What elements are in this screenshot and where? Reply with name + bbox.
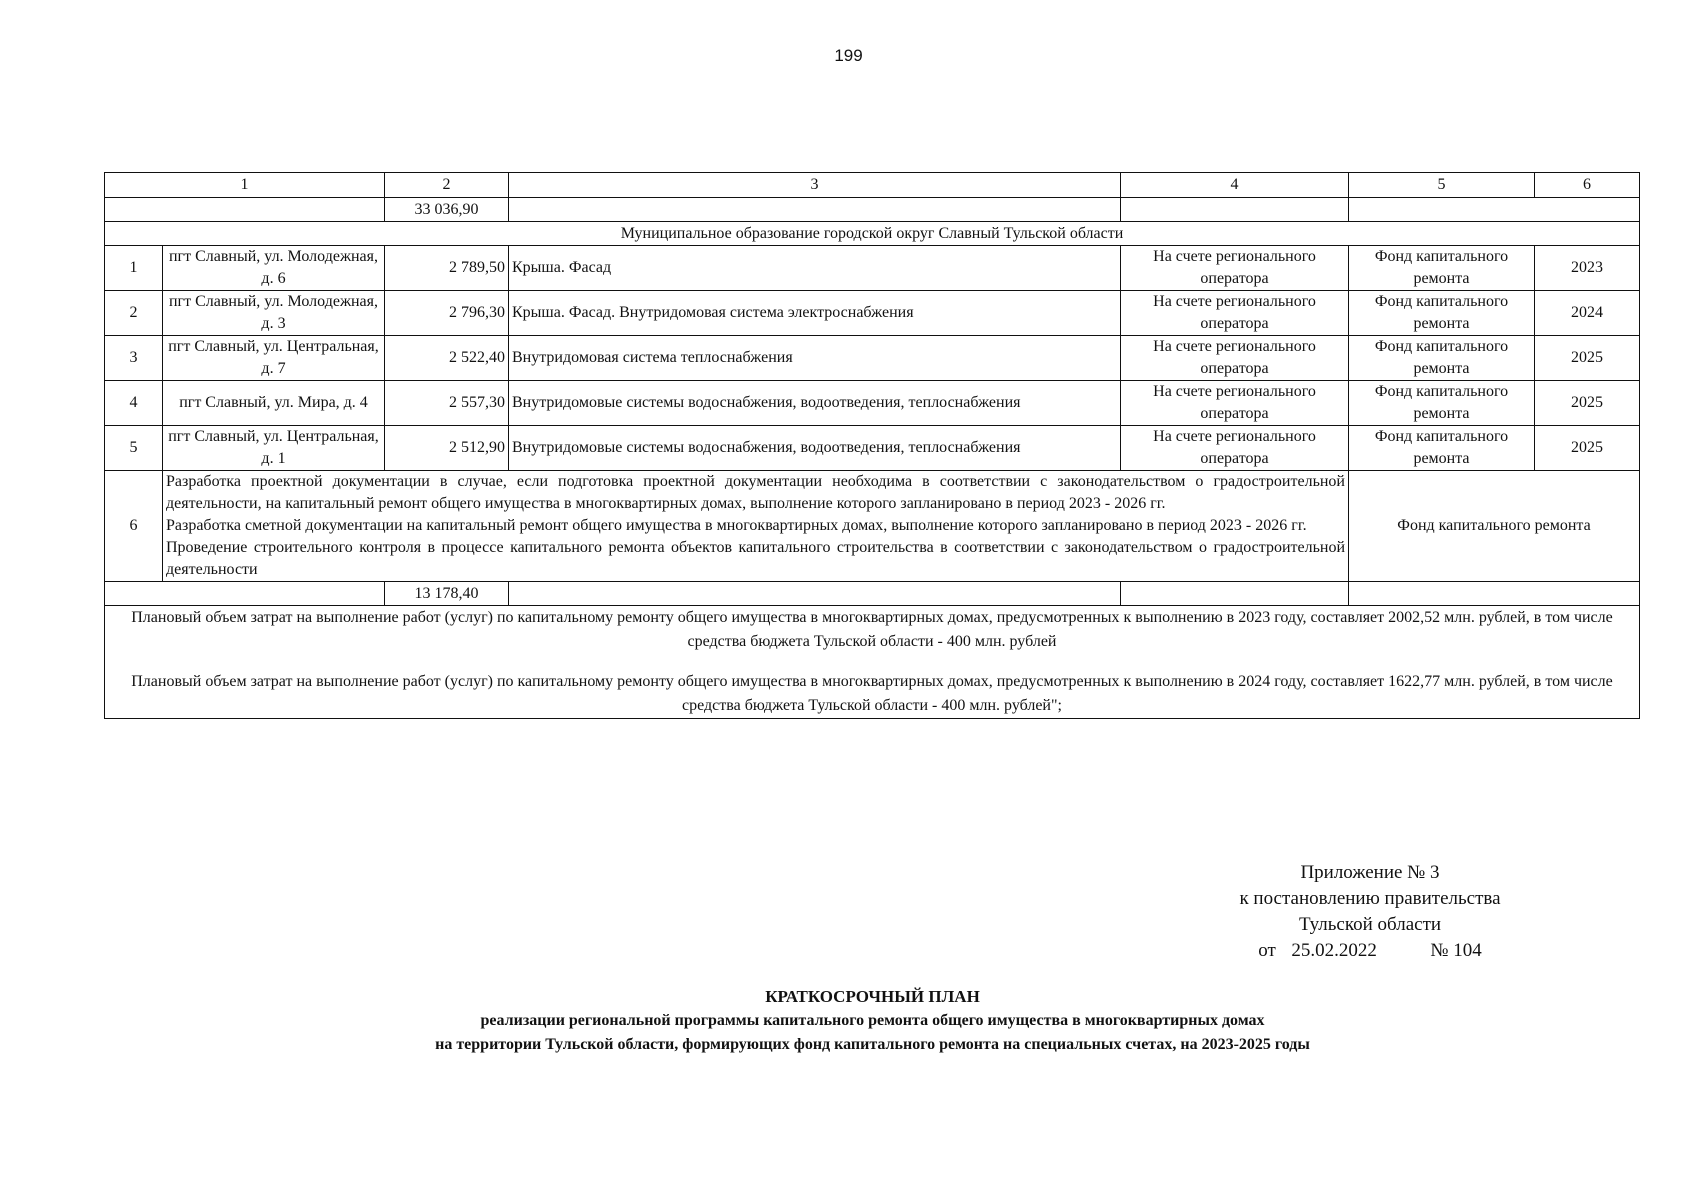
decree-number: № 104: [1430, 940, 1482, 961]
row-number: 3: [105, 336, 163, 381]
appendix-line-1: Приложение № 3: [1300, 862, 1440, 883]
row-number: 2: [105, 291, 163, 336]
header-cell-6: 6: [1535, 173, 1640, 198]
row-source: Фонд капитального ремонта: [1349, 336, 1535, 381]
table-row-6: [105, 471, 1640, 582]
header-row: [105, 173, 1640, 198]
row-year: 2025: [1535, 426, 1640, 471]
plan-title-line-2: реализации региональной программы капитального ремонта общего имущества в многоквартирных домах: [480, 1012, 1265, 1029]
header-cell-2: 2: [385, 173, 509, 198]
row-year: 2025: [1535, 381, 1640, 426]
row6-source: Фонд капитального ремонта: [1349, 471, 1640, 582]
row-area: 2 789,50: [385, 246, 509, 291]
row6-works: [163, 471, 1349, 582]
header-cell-5: 5: [1349, 173, 1535, 198]
row-account: На счете регионального оператора: [1121, 336, 1349, 381]
row-works: Крыша. Фасад. Внутридомовая система электроснабжения: [509, 291, 1121, 336]
row-source: Фонд капитального ремонта: [1349, 246, 1535, 291]
row-works: Крыша. Фасад: [509, 246, 1121, 291]
row-works: Внутридомовая система теплоснабжения: [509, 336, 1121, 381]
row-area: 2 796,30: [385, 291, 509, 336]
row-address: пгт Славный, ул. Мира, д. 4: [163, 381, 385, 426]
row-number: 1: [105, 246, 163, 291]
row-year: 2024: [1535, 291, 1640, 336]
footnote-2024: Плановый объем затрат на выполнение работ (услуг) по капитальному ремонту общего имущества в многоквартирных домах, предусмотренных к выполнению в 2024 году, составляет 1622,77 млн. рублей, в том числе средства бюджета Тульской области - 400 млн. рублей";: [131, 673, 1613, 714]
row-area: 2 557,30: [385, 381, 509, 426]
header-cell-4: 4: [1121, 173, 1349, 198]
row-number: 6: [105, 471, 163, 582]
row-source: Фонд капитального ремонта: [1349, 426, 1535, 471]
header-cell-1: 1: [105, 173, 385, 198]
row-account: На счете регионального оператора: [1121, 381, 1349, 426]
table-row: [105, 336, 1640, 381]
row-year: 2023: [1535, 246, 1640, 291]
table-row: [105, 291, 1640, 336]
footnote-row: [105, 606, 1640, 719]
row-address: пгт Славный, ул. Центральная, д. 7: [163, 336, 385, 381]
plan-title: [0, 985, 1697, 1057]
row-works: Внутридомовые системы водоснабжения, водоотведения, теплоснабжения: [509, 426, 1121, 471]
footnote-2023: Плановый объем затрат на выполнение работ (услуг) по капитальному ремонту общего имущества в многоквартирных домах, предусмотренных к выполнению в 2023 году, составляет 2002,52 млн. рублей, в том числе средства бюджета Тульской области - 400 млн. рублей: [131, 609, 1613, 650]
page-number: 199: [834, 46, 863, 65]
table-row: [105, 426, 1640, 471]
row-area: 2 512,90: [385, 426, 509, 471]
capital-repair-table: [104, 172, 1640, 719]
plan-title-line-1: КРАТКОСРОЧНЫЙ ПЛАН: [765, 987, 980, 1006]
row-year: 2025: [1535, 336, 1640, 381]
section-title-row: [105, 222, 1640, 246]
row-number: 4: [105, 381, 163, 426]
date-prefix: от: [1258, 940, 1276, 961]
row-works: Внутридомовые системы водоснабжения, водоотведения, теплоснабжения: [509, 381, 1121, 426]
subtotal-row-top: [105, 198, 1640, 222]
row-account: На счете регионального оператора: [1121, 291, 1349, 336]
table-row: [105, 246, 1640, 291]
row-account: На счете регионального оператора: [1121, 246, 1349, 291]
subtotal-top-value: 33 036,90: [385, 198, 509, 222]
row-account: На счете регионального оператора: [1121, 426, 1349, 471]
plan-title-line-3: на территории Тульской области, формирующих фонд капитального ремонта на специальных счетах, на 2023-2025 годы: [435, 1036, 1310, 1053]
appendix-line-2: к постановлению правительства: [1239, 888, 1501, 909]
appendix-date-line: [1180, 938, 1560, 964]
row-source: Фонд капитального ремонта: [1349, 291, 1535, 336]
row-source: Фонд капитального ремонта: [1349, 381, 1535, 426]
row-address: пгт Славный, ул. Молодежная, д. 6: [163, 246, 385, 291]
row-number: 5: [105, 426, 163, 471]
row-address: пгт Славный, ул. Центральная, д. 1: [163, 426, 385, 471]
row6-paragraph-3: Проведение строительного контроля в процессе капитального ремонта объектов капитального строительства в соответствии с законодательством о градостроительной деятельности: [166, 539, 1345, 578]
table-row: [105, 381, 1640, 426]
row-address: пгт Славный, ул. Молодежная, д. 3: [163, 291, 385, 336]
section-title: Муниципальное образование городской округ Славный Тульской области: [105, 222, 1640, 246]
row6-paragraph-2: Разработка сметной документации на капитальный ремонт общего имущества в многоквартирных домах, выполнение которого запланировано в период 2023 - 2026 гг.: [166, 517, 1307, 534]
header-cell-3: 3: [509, 173, 1121, 198]
subtotal-bottom-value: 13 178,40: [385, 582, 509, 606]
row-area: 2 522,40: [385, 336, 509, 381]
subtotal-row-bottom: [105, 582, 1640, 606]
decree-date: 25.02.2022: [1291, 940, 1377, 961]
row6-paragraph-1: Разработка проектной документации в случае, если подготовка проектной документации необходима в соответствии с законодательством о градостроительной деятельности, на капитальный ремонт общего имущества в многоквартирных домах, выполнение которого запланировано в период 2023 - 2026 гг.: [166, 473, 1345, 512]
appendix-block: [1180, 860, 1560, 964]
appendix-line-3: Тульской области: [1298, 914, 1442, 935]
